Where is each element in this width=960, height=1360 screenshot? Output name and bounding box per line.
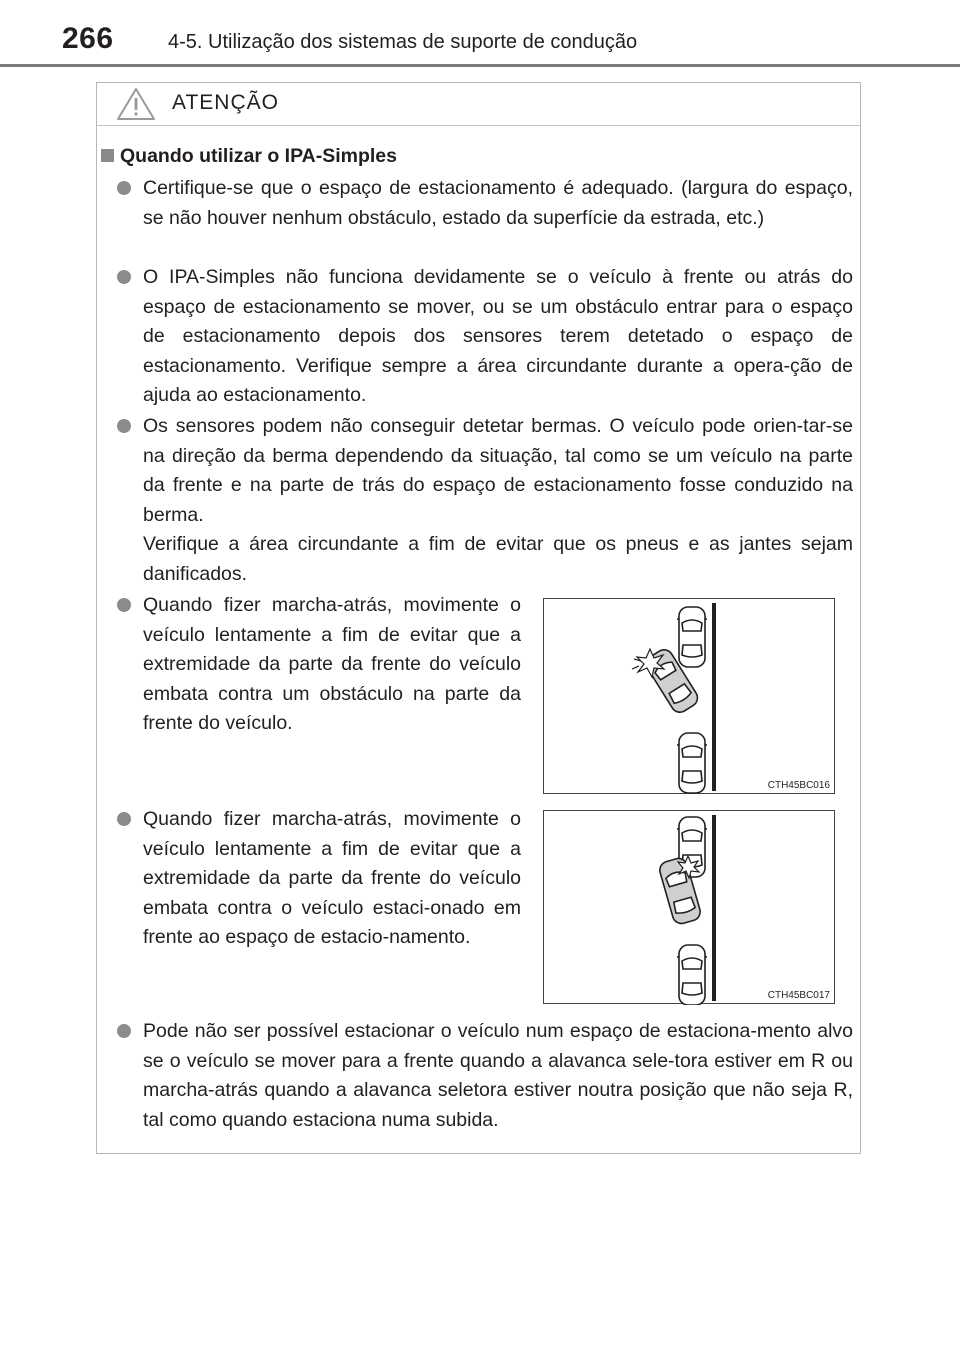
page-header <box>0 0 960 66</box>
bullet-text-continued: Verifique a área circundante a fim de evitar que os pneus e as jantes sejam danificados. <box>143 533 853 585</box>
figure-code: CTH45BC017 <box>767 990 830 1001</box>
bullet-dot-icon <box>117 181 131 195</box>
bullet-text: Quando fizer marcha-atrás, movimente o veículo lentamente a fim de evitar que a extremidade da parte da frente do veículo embata contra um obstáculo na parte da frente do veículo. <box>143 594 521 735</box>
figure-vehicle-collision <box>543 810 835 1004</box>
bullet-item <box>143 412 853 590</box>
subheading-text: Quando utilizar o IPA-Simples <box>120 145 397 167</box>
bullet-item <box>143 591 521 739</box>
parking-illustration <box>544 811 836 1005</box>
bullet-dot-icon <box>117 1024 131 1038</box>
bullet-dot-icon <box>117 598 131 612</box>
bullet-text: Quando fizer marcha-atrás, movimente o veículo lentamente a fim de evitar que a extremidade da parte da frente do veículo embata contra o veículo estaci-onado em frente ao espaço de estacio-namento. <box>143 808 521 949</box>
subheading <box>101 145 397 168</box>
page-number: 266 <box>62 22 114 55</box>
figure-code: CTH45BC016 <box>767 780 830 791</box>
warning-title: ATENÇÃO <box>172 91 279 114</box>
bullet-dot-icon <box>117 812 131 826</box>
bullet-text: O IPA-Simples não funciona devidamente se o veículo à frente ou atrás do espaço de estacionamento se mover, ou se um obstáculo entrar para o espaço de estacionamento depois dos sensores terem detetado o espaço de estacionamento. Verifique sempre a área circundante durante a opera-ção de ajuda ao estacionamento. <box>143 266 853 407</box>
bullet-item <box>143 805 521 953</box>
bullet-item <box>143 1017 853 1135</box>
figure-obstacle-collision <box>543 598 835 794</box>
header-rule <box>0 64 960 67</box>
square-bullet-icon <box>101 149 114 162</box>
warning-triangle-icon <box>116 87 156 121</box>
parking-illustration <box>544 599 836 795</box>
bullet-item <box>143 263 853 411</box>
bullet-dot-icon <box>117 270 131 284</box>
warning-header <box>97 83 860 126</box>
bullet-text: Pode não ser possível estacionar o veículo num espaço de estaciona-mento alvo se o veículo se mover para a frente quando a alavanca sele-tora estiver em R ou marcha-atrás quando a alavanca seletora estiver noutra posição que não seja R, tal como quando estaciona numa subida. <box>143 1020 853 1131</box>
bullet-text: Certifique-se que o espaço de estacionamento é adequado. (largura do espaço, se não houver nenhum obstáculo, estado da superfície da estrada, etc.) <box>143 177 853 229</box>
bullet-text: Os sensores podem não conseguir detetar bermas. O veículo pode orien-tar-se na direção da berma dependendo da situação, tal como se um veículo na parte da frente e na parte de trás do espaço de estacionamento fosse conduzido na berma. <box>143 415 853 526</box>
bullet-dot-icon <box>117 419 131 433</box>
bullet-item <box>143 174 853 233</box>
section-title: 4-5. Utilização dos sistemas de suporte de condução <box>168 31 638 53</box>
